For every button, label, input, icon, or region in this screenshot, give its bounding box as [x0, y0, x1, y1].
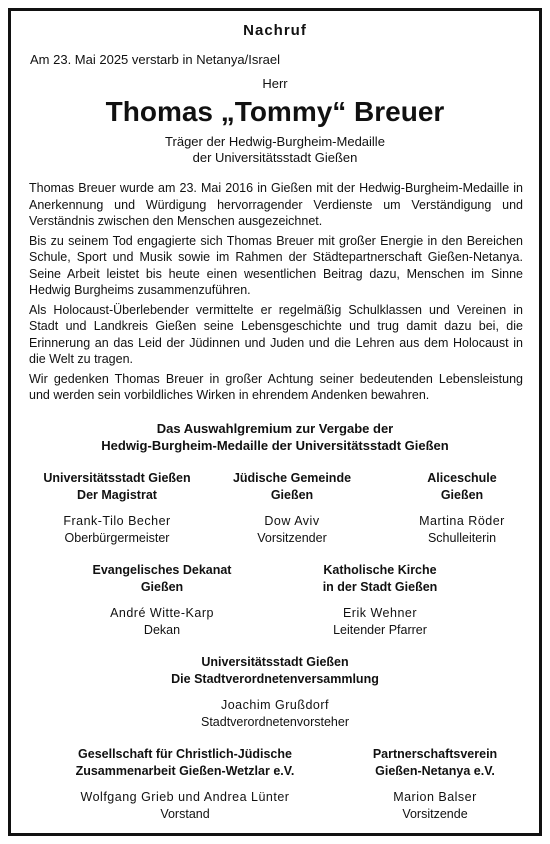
signatory-role: Dekan — [143, 623, 181, 637]
signatory-org-line-2: Gießen — [140, 580, 184, 594]
subtitle-line-1: Träger der Hedwig-Burgheim-Medaille — [165, 134, 385, 149]
signatory-org-line-1: Aliceschule — [427, 471, 497, 485]
signatory-org-line-1: Jüdische Gemeinde — [232, 471, 352, 485]
signatory-org-line-2: Der Magistrat — [77, 488, 157, 502]
signatory-org-line-1: Universitätsstadt Gießen — [43, 471, 191, 485]
signatory-org-line-2: Zusammenarbeit Gießen-Wetzlar e.V. — [75, 764, 295, 778]
signatory-block — [115, 654, 435, 731]
signatory-org-line-1: Gesellschaft für Christlich-Jüdische — [78, 747, 292, 761]
signatory-role: Stadtverordnetenvorsteher — [200, 715, 349, 729]
deceased-name: Thomas „Tommy“ Breuer — [105, 96, 445, 127]
signatory-org-line-2: in der Stadt Gießen — [322, 580, 438, 594]
signatory-org-line-1: Katholische Kirche — [323, 563, 437, 577]
signatory-role: Vorsitzende — [402, 807, 468, 821]
signatory-role: Vorsitzender — [257, 531, 327, 545]
paragraph: Thomas Breuer wurde am 23. Mai 2016 in Gießen mit der Hedwig-Burgheim-Medaille in Anerkennung und Würdigung hervorragender Verdienste um Verständigung und Verständnis zwischen den Menschen ausgezeichnet. — [29, 181, 523, 228]
signatory-name: Wolfgang Grieb und Andrea Lünter — [80, 790, 290, 804]
paragraph: Bis zu seinem Tod engagierte sich Thomas Breuer mit großer Energie in den Bereichen Schule, Sport und Musik sowie im Rahmen der Städtepartnerschaft Gießen-Netanya. Seine Arbeit leistet bis heute einen wesentlichen Beitrag dazu, Menschen im Sinne Hedwig Burgheims zusammenzuführen. — [29, 233, 523, 297]
signatory-block — [222, 470, 362, 547]
signatory-role: Schulleiterin — [427, 531, 497, 545]
paragraph: Wir gedenken Thomas Breuer in großer Achtung seiner bedeutenden Lebensleistung und werden sein vorbildliches Wirken in ehrendem Andenken bewahren. — [29, 371, 523, 402]
signatory-name: Marion Balser — [393, 790, 477, 804]
signatory-block — [62, 562, 262, 639]
signatory-name: Frank-Tilo Becher — [63, 514, 171, 528]
board-line-1: Das Auswahlgremium zur Vergabe der — [156, 421, 394, 436]
obituary-body — [29, 180, 523, 407]
signatory-name: Dow Aviv — [264, 514, 320, 528]
signatory-org-line-2: Die Stadtverordnetenversammlung — [171, 672, 379, 686]
signatory-block — [30, 746, 340, 823]
signatory-org-line-2: Gießen — [440, 488, 484, 502]
paragraph: Als Holocaust-Überlebender vermittelte er regelmäßig Schulklassen und Vereinen in Stadt und Landkreis Gießen seine Lebensgeschichte und trug damit dazu bei, die Erinnerung an das Leid der Jüdinnen und Juden und die Lehren aus dem Holocaust in die Welt zu tragen. — [29, 302, 523, 366]
signatory-role: Vorstand — [160, 807, 210, 821]
board-line-2: Hedwig-Burgheim-Medaille der Universitätsstadt Gießen — [101, 438, 449, 453]
signatory-block — [290, 562, 470, 639]
signatory-role: Leitender Pfarrer — [333, 623, 427, 637]
heading: Nachruf — [243, 22, 307, 39]
signatory-name: Martina Röder — [419, 514, 505, 528]
signatory-name: Erik Wehner — [342, 606, 418, 620]
signatory-block — [22, 470, 212, 547]
signatory-block — [350, 746, 520, 823]
signatory-org-line-2: Gießen — [270, 488, 314, 502]
signatory-org-line-1: Universitätsstadt Gießen — [201, 655, 349, 669]
honor-subtitle — [0, 134, 550, 166]
signatory-org-line-1: Evangelisches Dekanat — [92, 563, 232, 577]
signatory-org-line-1: Partnerschaftsverein — [372, 747, 498, 761]
subtitle-line-2: der Universitätsstadt Gießen — [192, 150, 358, 165]
signatory-name: Joachim Grußdorf — [220, 698, 330, 712]
signatory-name: André Witte-Karp — [110, 606, 214, 620]
signatory-block — [402, 470, 522, 547]
board-title — [0, 420, 550, 454]
signatory-org-line-2: Gießen-Netanya e.V. — [375, 764, 495, 778]
salutation: Herr — [262, 76, 288, 91]
signatory-role: Oberbürgermeister — [64, 531, 170, 545]
death-announcement: Am 23. Mai 2025 verstarb in Netanya/Israel — [30, 52, 281, 67]
